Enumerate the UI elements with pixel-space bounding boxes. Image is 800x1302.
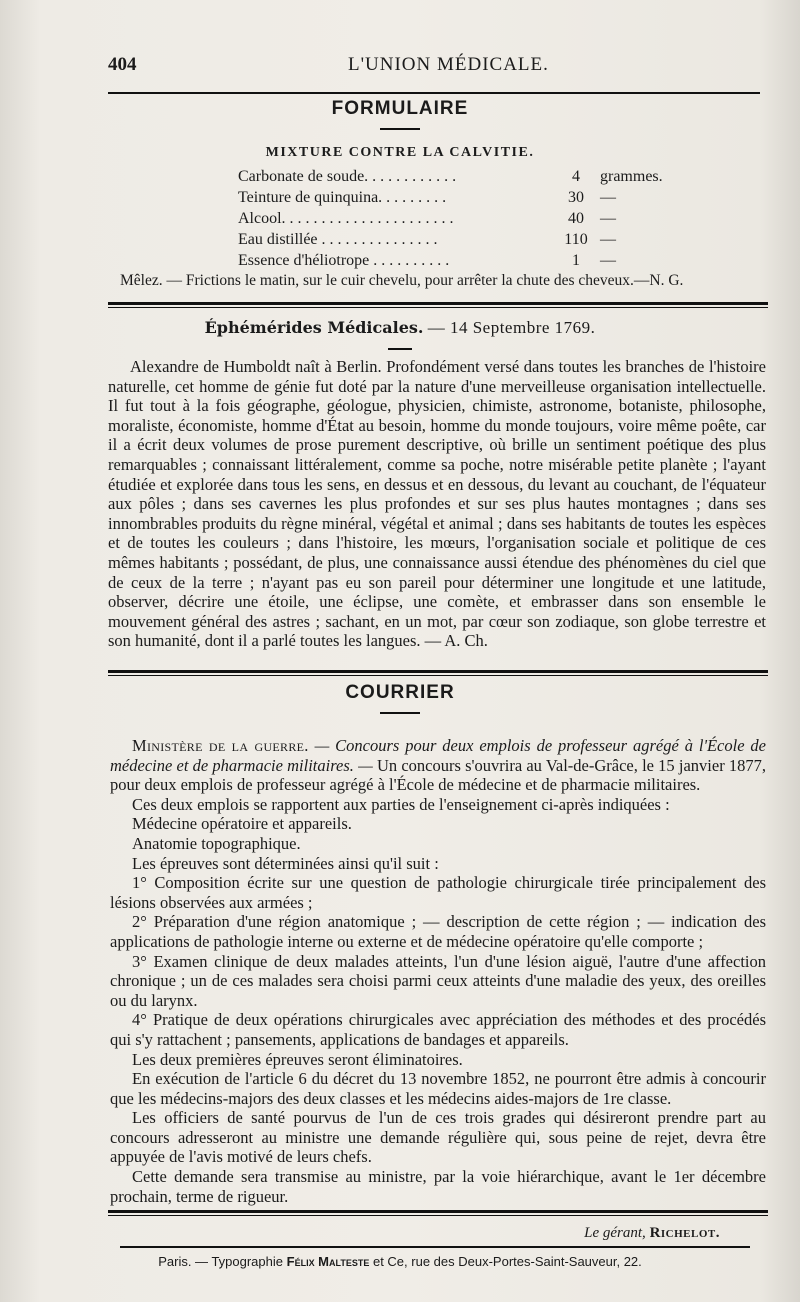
footer-divider	[108, 1210, 768, 1216]
gerant-label: Le gérant,	[584, 1225, 646, 1241]
courrier-heading-underline	[380, 712, 420, 714]
ephemerides-gothic-title: Éphémérides Médicales.	[204, 318, 424, 337]
gerant-name: Richelot.	[649, 1225, 720, 1241]
section-divider	[108, 302, 768, 308]
ingredient-unit: —	[600, 210, 616, 227]
ingredient-name: Alcool. . . . . . . . . . . . . . . . . . . . . .	[238, 210, 454, 227]
formula-row	[238, 210, 638, 231]
courrier-line: En exécution de l'article 6 du décret du 13 novembre 1852, ne pourront être admis à concourir que les médecins-majors des deux classes et les médecins aides-majors de 1re classe.	[110, 1069, 766, 1108]
formula-table	[238, 168, 663, 273]
formula-title: MIXTURE CONTRE LA CALVITIE.	[265, 145, 535, 160]
formula-row	[238, 189, 638, 210]
printer-address: et Ce, rue des Deux-Portes-Saint-Sauveur, 22.	[372, 1254, 642, 1269]
ingredient-name: Essence d'héliotrope . . . . . . . . . .	[238, 252, 450, 269]
courrier-line: 4° Pratique de deux opérations chirurgicales avec appréciation des méthodes et des procédés qui s'y rattachent ; pansements, applications de bandages et appareils.	[110, 1010, 766, 1049]
courrier-line: 1° Composition écrite sur une question de pathologie chirurgicale tirée principalement des lésions observées aux armées ;	[110, 873, 766, 912]
courrier-lead-italic: — Concours pour deux emplois de professeur agrégé à l'École de médecine et de pharmacie militaires. —	[110, 736, 767, 775]
printer-prefix: Paris. — Typographie	[158, 1254, 283, 1269]
formula-row	[238, 168, 663, 189]
ingredient-unit: —	[600, 189, 616, 206]
ingredient-unit: —	[600, 231, 616, 248]
formulaire-heading: FORMULAIRE	[331, 98, 469, 119]
courrier-line: Médecine opératoire et appareils.	[132, 814, 352, 834]
ingredient-unit: grammes.	[600, 168, 663, 185]
ingredient-name: Teinture de quinquina. . . . . . . . .	[238, 189, 447, 206]
header-rule	[108, 92, 760, 94]
ingredient-quantity: 40	[568, 210, 584, 227]
courrier-lead-caps: Ministère de la guerre.	[132, 736, 309, 755]
ingredient-unit: —	[600, 252, 616, 269]
ephemerides-paragraph	[108, 357, 766, 651]
courrier-lead-paragraph	[110, 736, 766, 795]
ephemerides-date: — 14 Septembre 1769.	[427, 318, 596, 337]
page-number: 404	[108, 54, 137, 75]
ephemerides-dash	[388, 348, 412, 350]
courrier-line: Cette demande sera transmise au ministre, par la voie hiérarchique, avant le 1er décembre prochain, terme de rigueur.	[110, 1167, 766, 1206]
ephemerides-title	[0, 318, 800, 338]
ingredient-name: Carbonate de soude. . . . . . . . . . . .	[238, 168, 457, 185]
page-header	[108, 50, 768, 80]
gerant-signature	[420, 1225, 720, 1242]
courrier-line: 3° Examen clinique de deux malades atteints, l'un d'une lésion aiguë, l'autre d'une affection chronique ; un de ces malades sera choisi parmi ceux atteints d'une maladie des yeux, des oreilles ou du larynx.	[110, 951, 766, 1010]
ingredient-quantity: 1	[572, 252, 580, 269]
courrier-line: Les deux premières épreuves seront éliminatoires.	[132, 1049, 463, 1069]
courrier-line: Ces deux emplois se rapportent aux parties de l'enseignement ci-après indiquées :	[132, 794, 670, 814]
printer-line	[0, 1254, 800, 1269]
courrier-line: Les épreuves sont déterminées ainsi qu'il suit :	[132, 853, 439, 873]
courrier-body	[110, 736, 766, 1206]
formula-note: Mêlez. — Frictions le matin, sur le cuir chevelu, pour arrêter la chute des cheveux.—N. G.	[120, 272, 684, 289]
ephemerides-text: Alexandre de Humboldt naît à Berlin. Profondément versé dans toutes les branches de l'histoire naturelle, cet homme de génie fut doté par la nature d'une merveilleuse organisation intellectuelle. Il fut tout à la fois géographe, géologue, physicien, chimiste, astronome, botaniste, philosophe, moraliste, économiste, homme d'État au besoin, homme du monde toujours, voire même poête, car il a écrit deux volumes de prose purement descriptive, où brille un sentiment poétique des plus remarquables ; connaissant littéralement, comme sa poche, notre misérable petite planète ; l'ayant étudiée et explorée dans tous les sens, en dessus et en dessous, du levant au couchant, de l'équateur aux pôles ; dans ses cavernes les plus profondes et sur ses plus hautes montagnes ; dans ses innombrables produits du règne minéral, végétal et animal ; dans ses habitants de toutes les espèces et de toutes les couleurs ; dans l'histoire, les mœurs, l'organisation sociale et politique de ces mêmes habitants ; possédant, de plus, une connaissance aussi étendue des phénomènes du ciel que de ceux de la terre ; n'ayant pas eu son pareil pour déterminer une longitude et une latitude, observer, décrire une étoile, une éclipse, une comète, et embrasser dans son ensemble le mouvement général des astres ; sachant, en un mot, par cœur son zodiaque, son globe terrestre et son humanité, dont il a parlé toutes les langues. — A. Ch.	[108, 357, 766, 651]
ingredient-quantity: 4	[572, 168, 580, 185]
ingredient-name: Eau distillée . . . . . . . . . . . . . . .	[238, 231, 438, 248]
formulaire-heading-underline	[380, 128, 420, 130]
printer-name: Félix Malteste	[286, 1254, 370, 1269]
courrier-line: 2° Préparation d'une région anatomique ; — description de cette région ; — indication des applications de pathologie interne ou externe et de médecine opératoire qu'elle comporte ;	[110, 912, 766, 951]
formula-row	[238, 252, 638, 273]
courrier-line: Les officiers de santé pourvus de l'un de ces trois grades qui désireront prendre part au concours adresseront au ministre une demande régulière qui, sous peine de rejet, devra être appuyée de l'avis motivé de leurs chefs.	[110, 1108, 766, 1167]
courrier-line: Anatomie topographique.	[132, 833, 301, 853]
courrier-lines	[110, 795, 766, 1206]
running-title: L'UNION MÉDICALE.	[348, 54, 549, 75]
printer-rule	[120, 1246, 750, 1248]
courrier-heading: COURRIER	[345, 682, 455, 703]
section-divider-2	[108, 670, 768, 676]
formula-row	[238, 231, 638, 252]
courrier-lead-text: Un concours s'ouvrira au Val-de-Grâce, le 15 janvier 1877, pour deux emplois de professeur agrégé à l'École de médecine et de pharmacie militaires.	[110, 755, 767, 795]
ingredient-quantity: 30	[568, 189, 584, 206]
ingredient-quantity: 110	[564, 231, 588, 248]
